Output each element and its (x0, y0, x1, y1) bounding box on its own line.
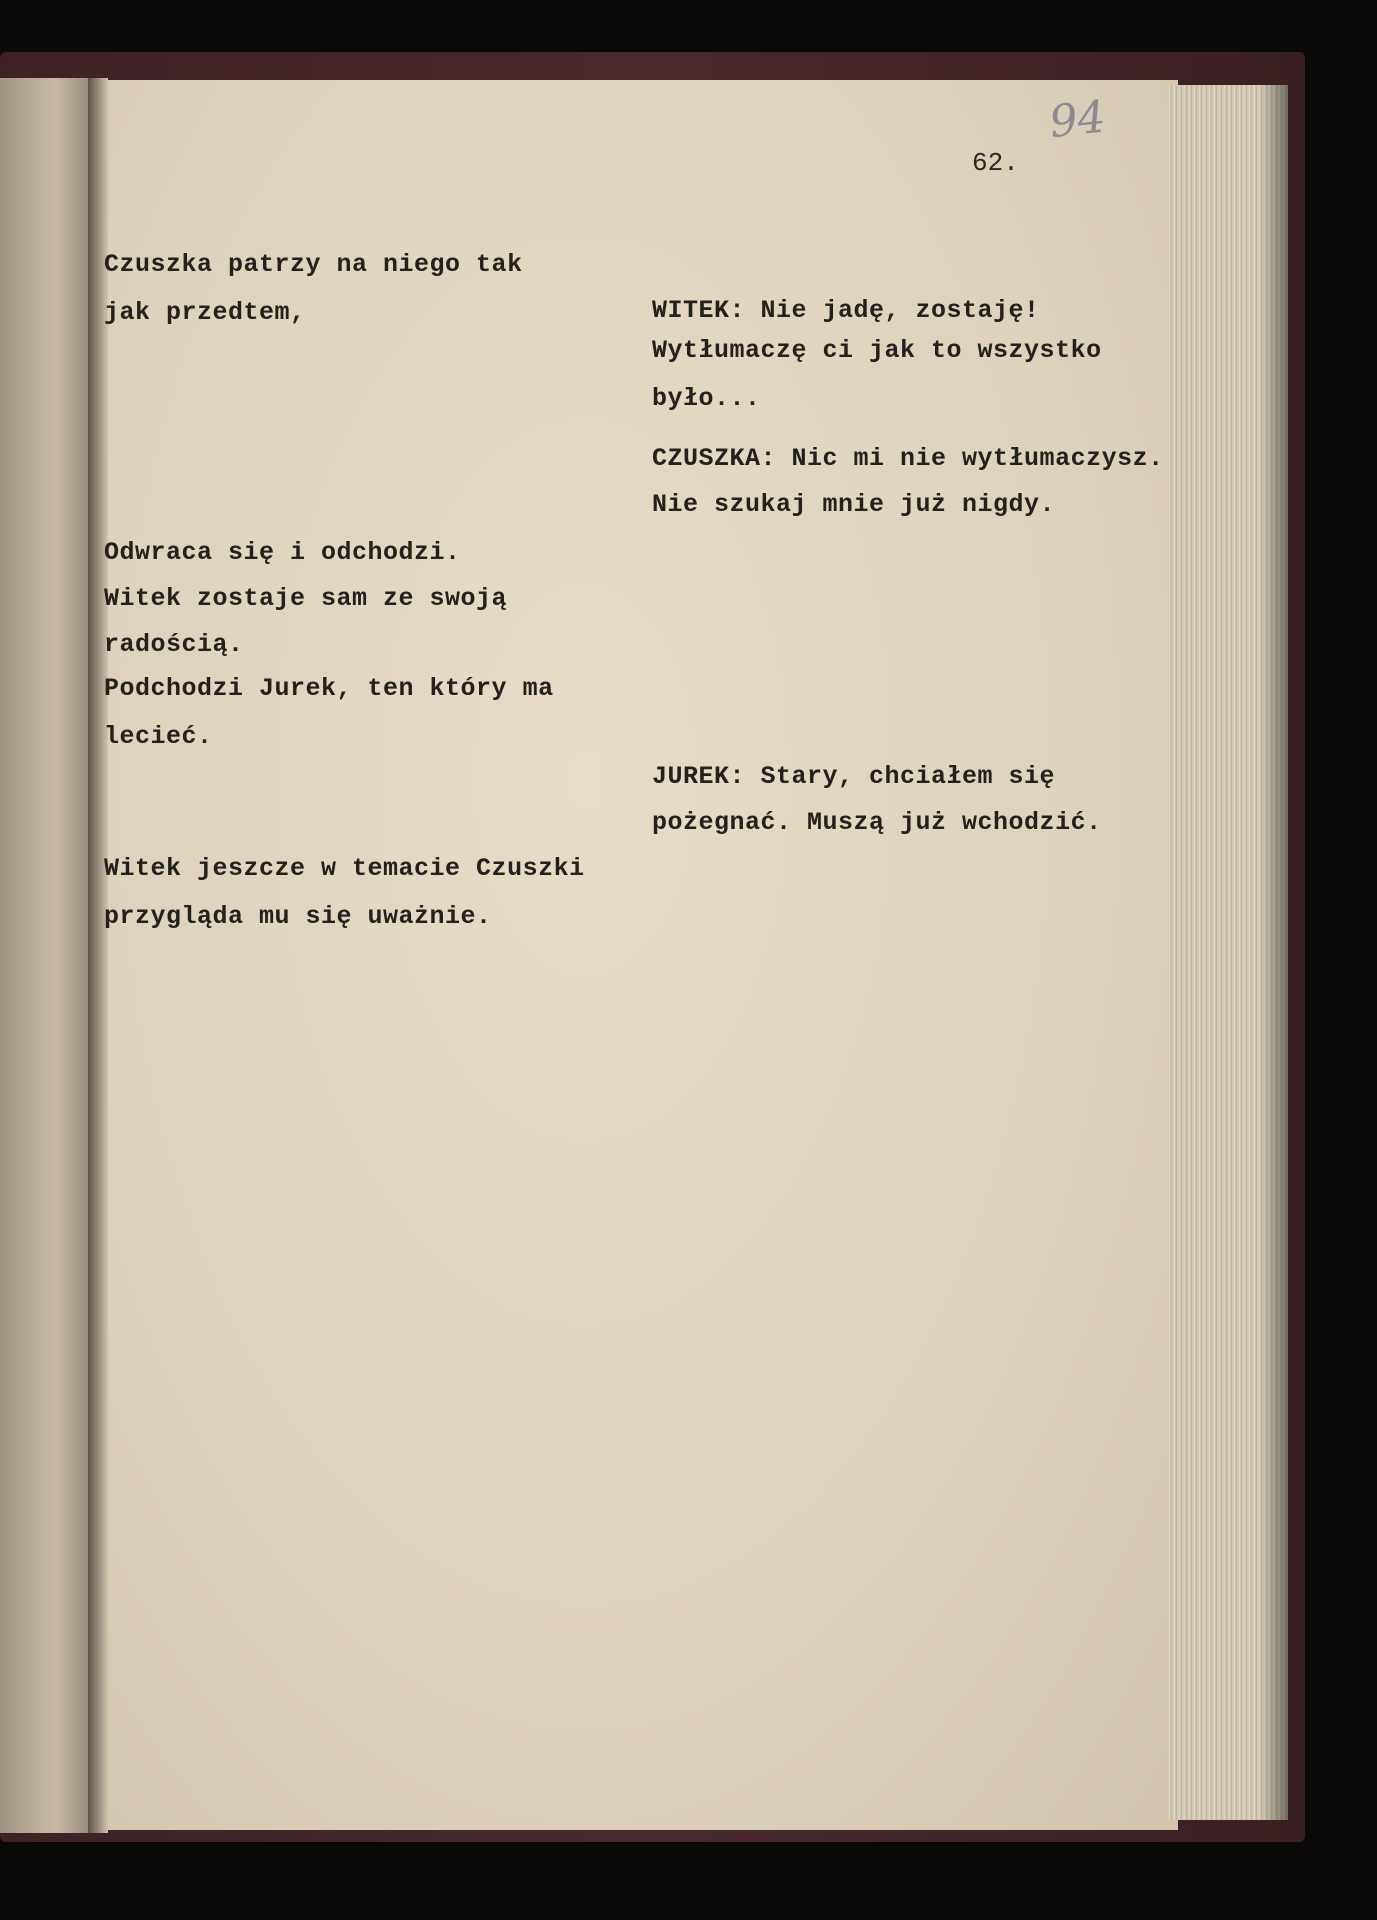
dialogue-line: CZUSZKA: Nic mi nie wytłumaczysz. (652, 444, 1164, 473)
left-page-edge (0, 78, 100, 1833)
dialogue-line: pożegnać. Muszą już wchodzić. (652, 808, 1102, 837)
typed-page-number: 62. (972, 148, 1019, 178)
page-stack-shadow (1260, 85, 1288, 1820)
stage-direction-line: Podchodzi Jurek, ten który ma (104, 674, 554, 703)
dialogue-line: Nie szukaj mnie już nigdy. (652, 490, 1056, 519)
dialogue-line: WITEK: Nie jadę, zostaję! (652, 296, 1040, 325)
stage-direction-line: Odwraca się i odchodzi. (104, 538, 461, 567)
stage-direction-line: radością. (104, 630, 244, 659)
stage-direction-line: Witek zostaje sam ze swoją (104, 584, 508, 613)
stage-direction-line: przygląda mu się uważnie. (104, 902, 492, 931)
dialogue-line: było... (652, 384, 761, 413)
stage-direction-line: Czuszka patrzy na niego tak (104, 250, 523, 279)
dialogue-line: JUREK: Stary, chciałem się (652, 762, 1056, 791)
stage-direction-line: jak przedtem, (104, 298, 306, 327)
stage-direction-line: Witek jeszcze w temacie Czuszki (104, 854, 585, 883)
book-gutter (88, 78, 108, 1833)
pencil-folio-number: 94 (1047, 91, 1109, 149)
dialogue-line: Wytłumaczę ci jak to wszystko (652, 336, 1102, 365)
stage-direction-line: lecieć. (104, 722, 213, 751)
